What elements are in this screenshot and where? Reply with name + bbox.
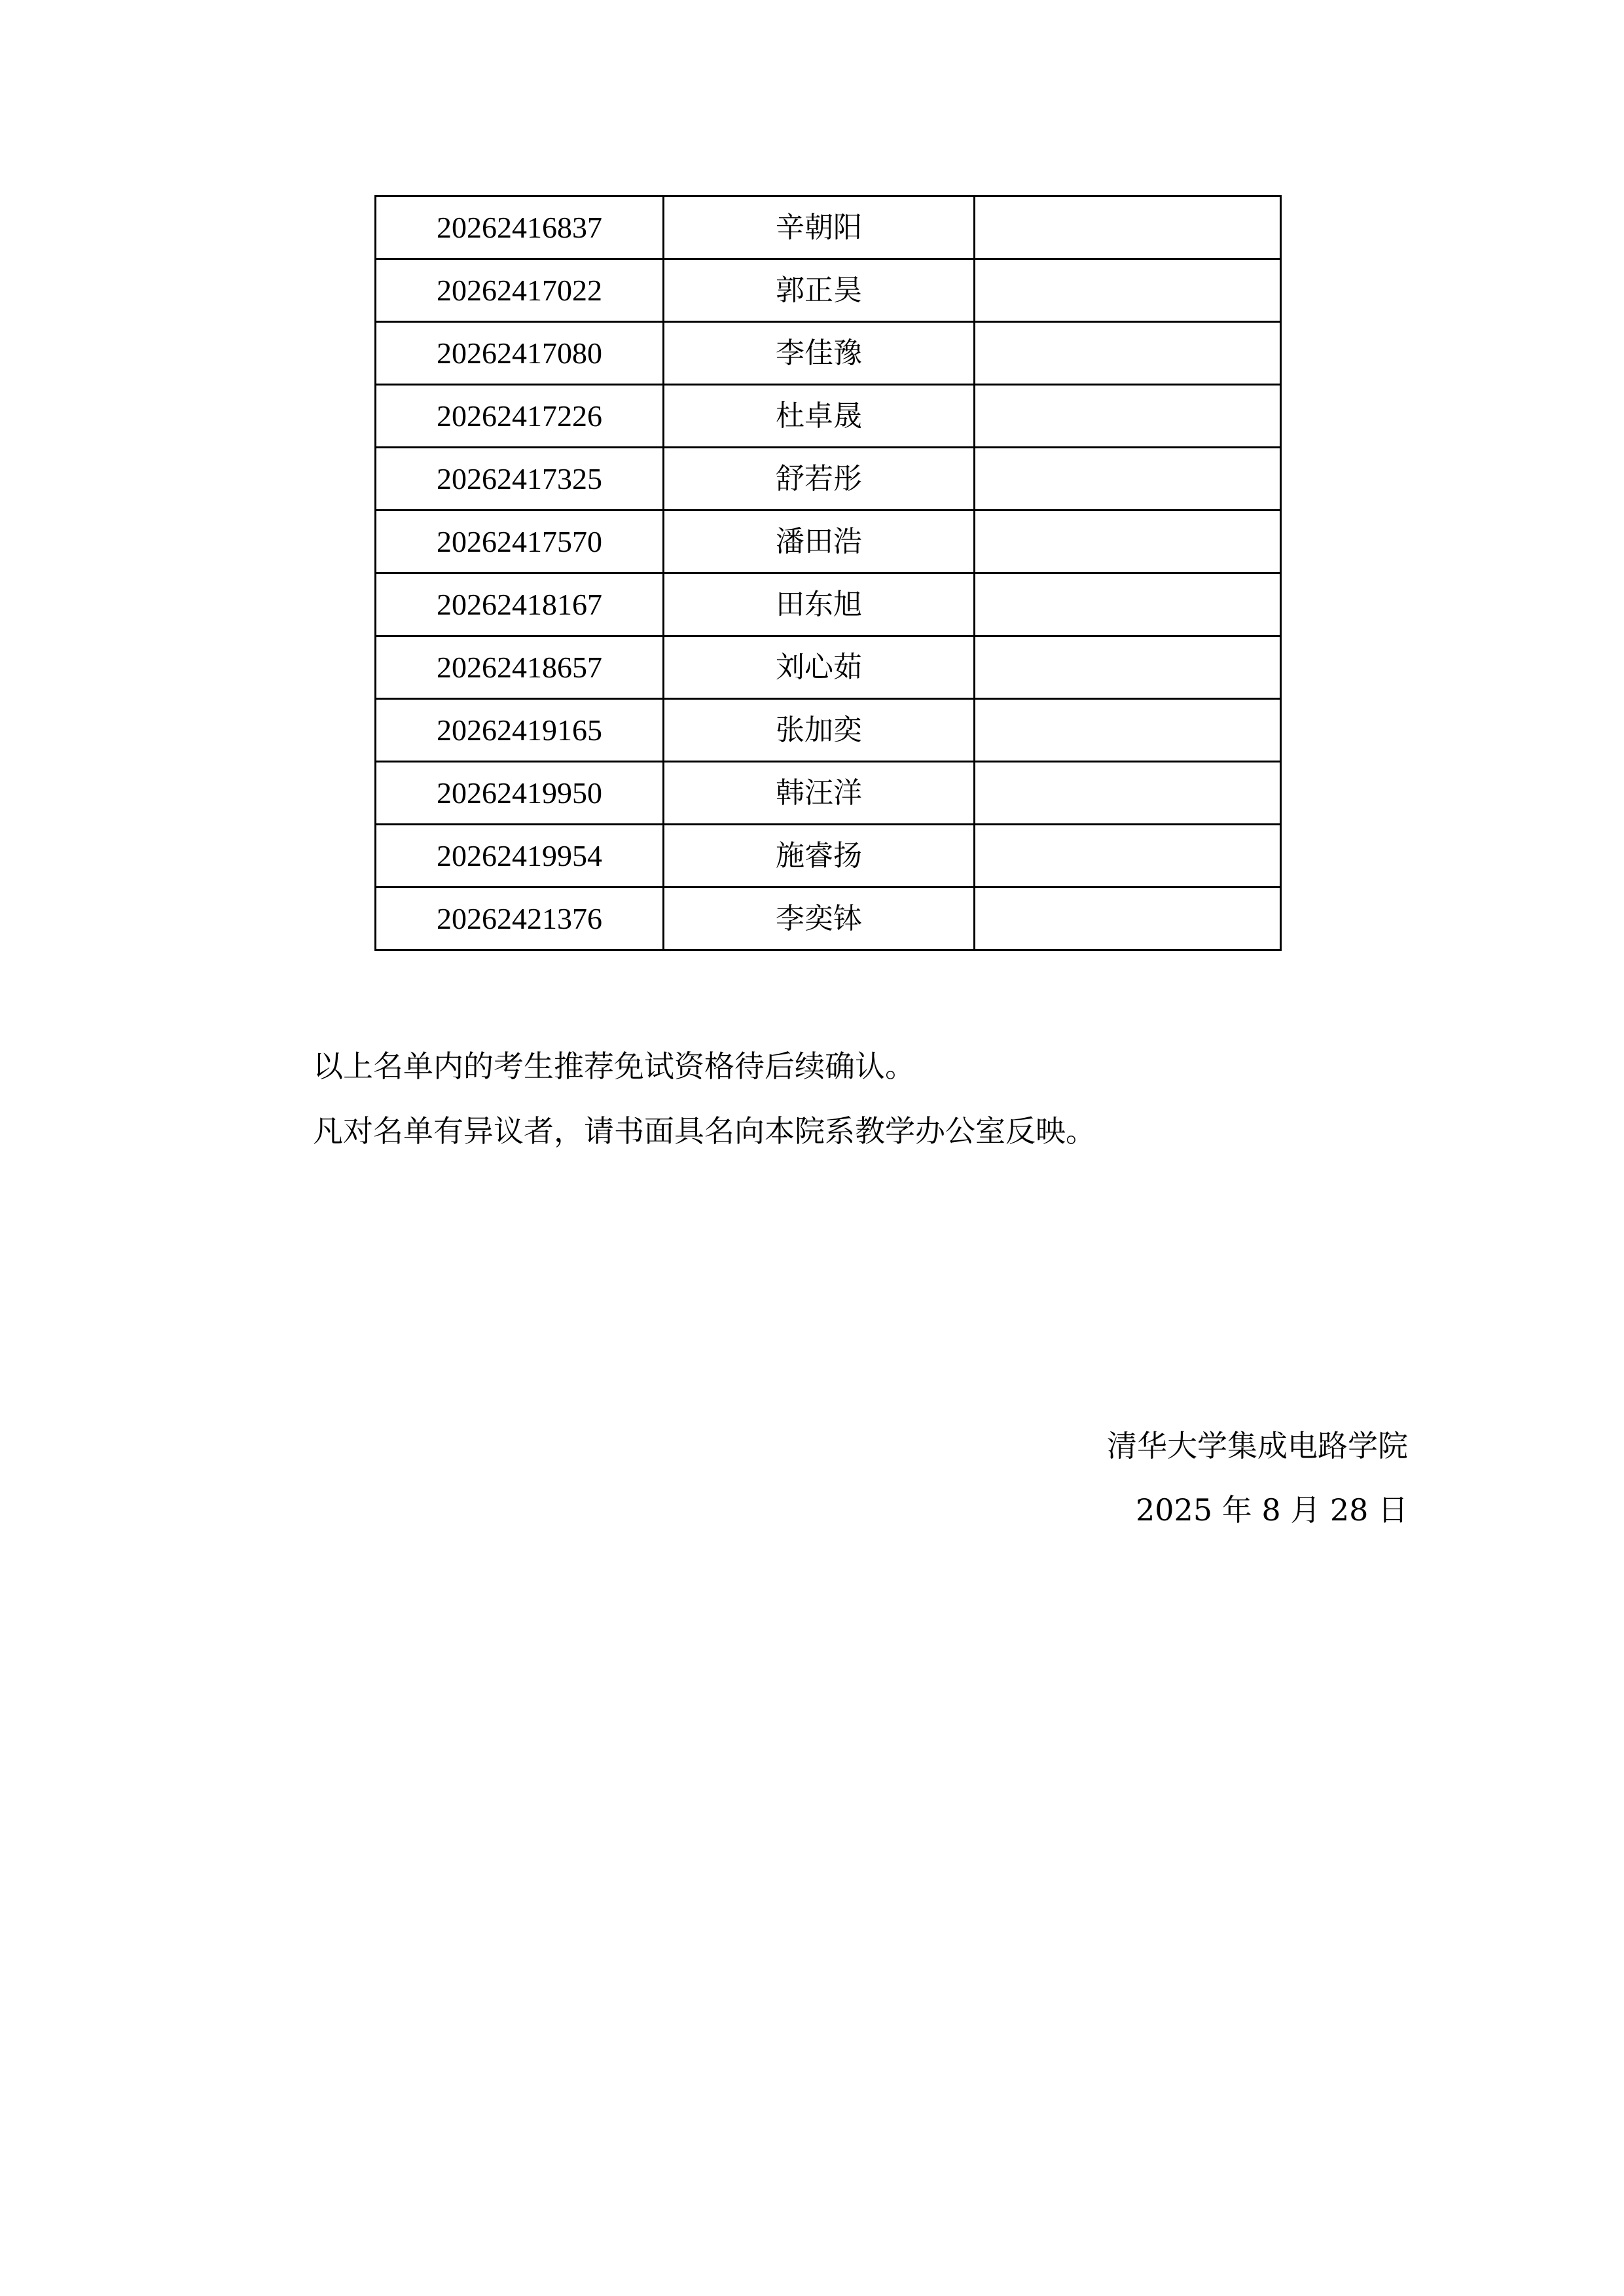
signature-date: 2025 年 8 月 28 日 <box>1136 1492 1408 1528</box>
candidate-name-cell: 杜卓晟 <box>664 385 975 448</box>
candidate-name-cell: 李佳豫 <box>664 322 975 385</box>
candidate-id-cell: 20262419165 <box>376 699 664 762</box>
table-row <box>376 762 1281 825</box>
candidate-id-cell: 20262417080 <box>376 322 664 385</box>
table-row <box>376 448 1281 511</box>
candidate-id-cell: 20262416837 <box>376 196 664 259</box>
candidate-name-cell: 刘心茹 <box>664 636 975 699</box>
candidate-note-cell <box>975 699 1281 762</box>
candidate-note-cell <box>975 636 1281 699</box>
candidate-note-cell <box>975 322 1281 385</box>
notice-objection-text: 凡对名单有异议者，请书面具名向本院系教学办公室反映。 <box>313 1113 1096 1149</box>
candidate-id-cell: 20262417570 <box>376 511 664 573</box>
candidate-note-cell <box>975 385 1281 448</box>
candidate-name-cell: 舒若彤 <box>664 448 975 511</box>
candidate-note-cell <box>975 573 1281 636</box>
table-row <box>376 259 1281 322</box>
candidate-note-cell <box>975 196 1281 259</box>
candidate-note-cell <box>975 825 1281 888</box>
table-row <box>376 322 1281 385</box>
candidate-name-cell: 李奕钵 <box>664 888 975 950</box>
table-row <box>376 573 1281 636</box>
table-row <box>376 825 1281 888</box>
table-row <box>376 888 1281 950</box>
candidate-id-cell: 20262418657 <box>376 636 664 699</box>
candidate-id-cell: 20262417325 <box>376 448 664 511</box>
candidate-note-cell <box>975 888 1281 950</box>
candidate-id-cell: 20262417226 <box>376 385 664 448</box>
candidate-name-cell: 张加奕 <box>664 699 975 762</box>
table-row <box>376 385 1281 448</box>
candidate-id-cell: 20262417022 <box>376 259 664 322</box>
candidate-name-cell: 辛朝阳 <box>664 196 975 259</box>
candidate-name-cell: 田东旭 <box>664 573 975 636</box>
candidate-note-cell <box>975 762 1281 825</box>
candidate-id-cell: 20262421376 <box>376 888 664 950</box>
candidate-id-cell: 20262419950 <box>376 762 664 825</box>
table-row <box>376 699 1281 762</box>
candidate-note-cell <box>975 511 1281 573</box>
candidate-table <box>374 195 1282 951</box>
candidate-note-cell <box>975 259 1281 322</box>
candidate-table-body <box>376 196 1281 950</box>
candidate-name-cell: 郭正昊 <box>664 259 975 322</box>
candidate-name-cell: 韩汪洋 <box>664 762 975 825</box>
candidate-id-cell: 20262418167 <box>376 573 664 636</box>
table-row <box>376 511 1281 573</box>
candidate-id-cell: 20262419954 <box>376 825 664 888</box>
notice-confirmation-text: 以上名单内的考生推荐免试资格待后续确认。 <box>313 1049 915 1084</box>
candidate-name-cell: 潘田浩 <box>664 511 975 573</box>
signature-organization: 清华大学集成电路学院 <box>1107 1428 1408 1463</box>
candidate-name-cell: 施睿扬 <box>664 825 975 888</box>
table-row <box>376 196 1281 259</box>
candidate-note-cell <box>975 448 1281 511</box>
table-row <box>376 636 1281 699</box>
